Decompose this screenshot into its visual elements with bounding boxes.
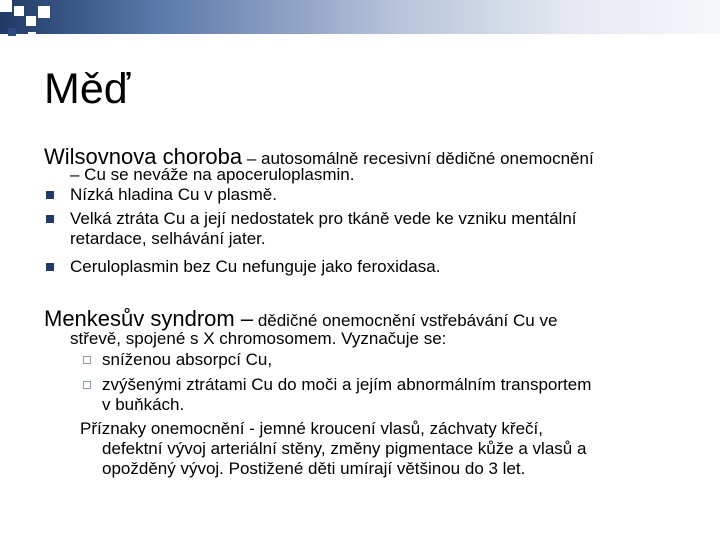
wilson-continuation: – Cu se neváže na apoceruloplasmin.: [70, 165, 355, 184]
hollow-square-bullet-icon: [83, 356, 91, 364]
wilson-bullet-2: Velká ztráta Cu a její nedostatek pro tkáně vede ke vzniku mentální: [70, 209, 577, 228]
decor-square: [14, 6, 24, 16]
menkes-sub-bullet-2-continuation: v buňkách.: [102, 395, 185, 414]
menkes-sub-bullet-2: zvýšenými ztrátami Cu do moči a jejím abnormálním transportem: [102, 375, 592, 394]
menkes-heading-title: Menkesův syndrom –: [44, 306, 254, 331]
decor-square: [38, 6, 50, 18]
bullet-square-icon: [46, 263, 54, 271]
decor-square: [26, 16, 36, 26]
bullet-square-icon: [46, 215, 54, 223]
corner-decoration: [0, 0, 60, 44]
menkes-continuation: střevě, spojené s X chromosomem. Vyznačuje se:: [70, 329, 447, 348]
decor-square: [0, 0, 12, 12]
slide-title: Měď: [44, 65, 131, 113]
wilson-bullet-2-continuation: retardace, selhávání jater.: [70, 229, 266, 248]
wilson-bullet-1: Nízká hladina Cu v plasmě.: [70, 185, 277, 204]
header-band: [0, 0, 720, 34]
wilson-heading-desc: – autosomálně recesivní dědičné onemocnění: [242, 149, 594, 168]
menkes-symptoms-line-2: defektní vývoj arteriální stěny, změny pigmentace kůže a vlasů a: [102, 439, 587, 458]
wilson-bullet-3: Ceruloplasmin bez Cu nefunguje jako feroxidasa.: [70, 257, 441, 276]
decor-square: [8, 28, 16, 36]
menkes-symptoms-line-1: Příznaky onemocnění - jemné kroucení vlasů, záchvaty křečí,: [80, 419, 543, 438]
menkes-symptoms-line-3: opožděný vývoj. Postižené děti umírají většinou do 3 let.: [102, 459, 526, 478]
bullet-square-icon: [46, 191, 54, 199]
menkes-heading-desc: dědičné onemocnění vstřebávání Cu ve: [253, 311, 558, 330]
wilson-heading-title: Wilsovnova choroba: [44, 144, 243, 169]
menkes-sub-bullet-1: sníženou absorpcí Cu,: [102, 350, 273, 369]
decor-square: [28, 32, 36, 40]
hollow-square-bullet-icon: [83, 381, 91, 389]
